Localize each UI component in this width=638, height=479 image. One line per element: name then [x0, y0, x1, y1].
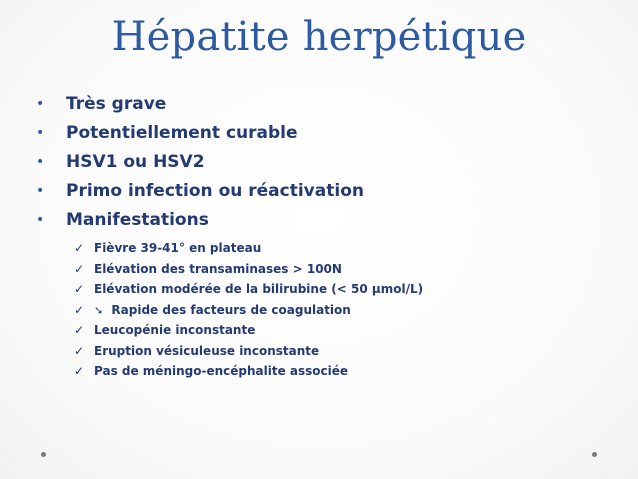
sub-bullet-list [74, 238, 423, 382]
check-icon: ✓ [74, 323, 85, 337]
sub-bullet-item [74, 320, 423, 341]
check-icon: ✓ [74, 364, 85, 378]
sub-bullet-item [74, 341, 423, 362]
check-icon: ✓ [74, 282, 85, 296]
sub-bullet-text: Elévation des transaminases > 100N [94, 261, 342, 276]
sub-bullet-item [74, 259, 423, 280]
bullet-icon: • [36, 183, 45, 199]
right-corner-dot [592, 452, 597, 457]
bullet-text: Primo infection ou réactivation [66, 181, 364, 201]
check-icon: ✓ [74, 343, 85, 358]
sub-bullet-text: Leucopénie inconstante [94, 323, 256, 337]
sub-bullet-item [74, 361, 423, 382]
bullet-item [36, 206, 364, 235]
bullet-icon: • [36, 212, 45, 228]
bullet-text: HSV1 ou HSV2 [66, 152, 205, 172]
bullet-item [36, 119, 364, 148]
sub-bullet-text: Eruption vésiculeuse inconstante [94, 343, 320, 358]
check-icon: ✓ [74, 241, 85, 255]
bullet-icon: • [36, 125, 45, 141]
bullet-text: Très grave [66, 94, 167, 114]
slide-title: Hépatite herpétique [111, 14, 527, 60]
bullet-item [36, 90, 364, 119]
left-corner-dot [41, 452, 46, 457]
check-icon: ✓ [74, 261, 85, 276]
bullet-text: Potentiellement curable [66, 123, 298, 143]
sub-bullet-item [74, 238, 423, 259]
sub-bullet-text: Rapide des facteurs de coagulation [111, 302, 351, 317]
bullet-item [36, 148, 364, 177]
sub-bullet-item [74, 300, 423, 321]
bullet-item [36, 177, 364, 206]
sub-bullet-text: Elévation modérée de la bilirubine (< 50 µmol/L) [94, 282, 424, 296]
bullet-icon: • [36, 96, 45, 112]
bullet-list [36, 90, 364, 235]
bullet-icon: • [36, 154, 45, 170]
bullet-text: Manifestations [66, 210, 209, 230]
down-right-arrow-icon: ➘ [94, 303, 104, 317]
sub-bullet-text: Fièvre 39-41° en plateau [94, 241, 262, 255]
sub-bullet-item [74, 279, 423, 300]
sub-bullet-text: Pas de méningo-encéphalite associée [94, 364, 349, 378]
check-icon: ✓ [74, 302, 85, 317]
